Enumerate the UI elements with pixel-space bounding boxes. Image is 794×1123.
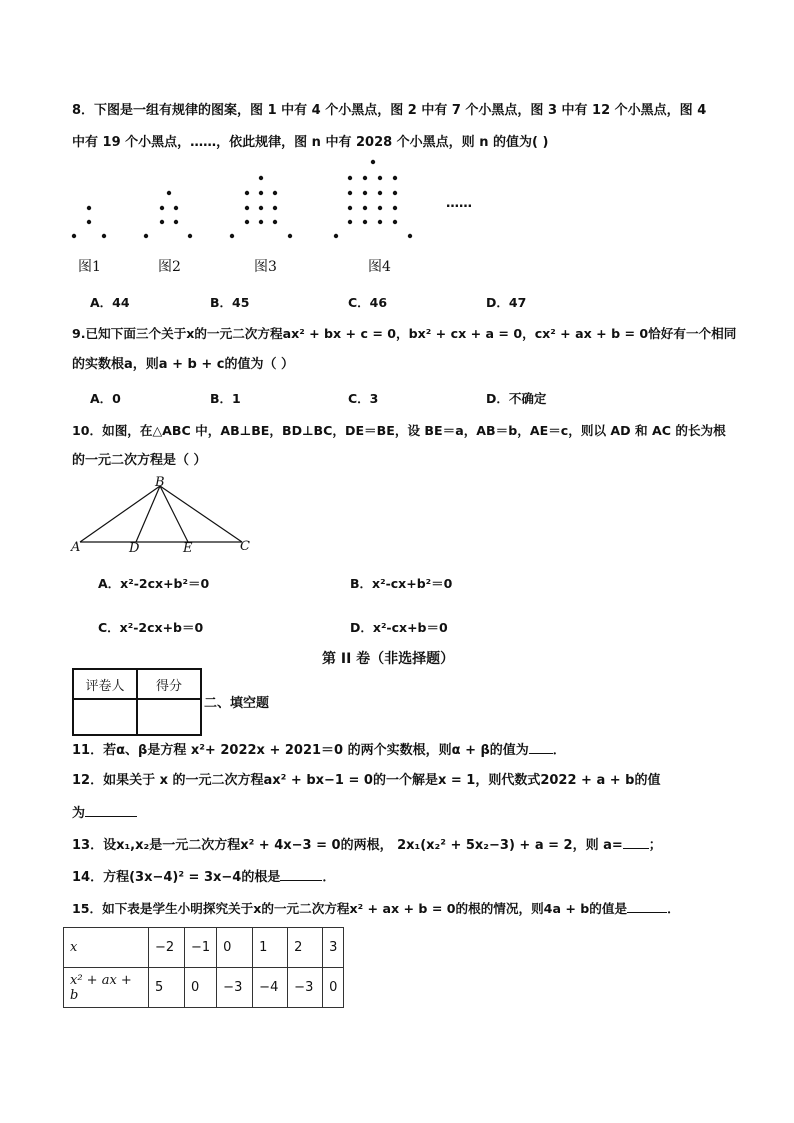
- q10-label-d: D: [129, 541, 140, 556]
- q8-ellipsis: ……: [446, 196, 472, 211]
- q15-row-header-x: x: [64, 928, 149, 968]
- q15-text-body: 15．如下表是学生小明探究关于x的一元二次方程x² + ax + b = 0的根的情况，则4a + b的值是: [72, 901, 628, 916]
- q10-option-b: B．x²-cx+b²＝0: [350, 576, 453, 591]
- q15-x-cell: 2: [288, 928, 323, 968]
- q15-row-header-fx: x² + ax + b: [64, 968, 149, 1008]
- q8-figure-label-1: 图1: [78, 259, 101, 275]
- q9-option-c: C．3: [348, 391, 379, 406]
- q13-semicolon: ；: [648, 838, 662, 853]
- score-table-score-cell: [137, 699, 201, 735]
- q13-text-body: 13．设x₁,x₂是一元二次方程x² + 4x−3 = 0的两根， 2x₁(x₂² + 5x₂−3) + a = 2，则 a=: [72, 838, 623, 853]
- q8-option-a: A．44: [90, 295, 130, 310]
- q8-option-b: B．45: [210, 295, 250, 310]
- q15-f-cell: 0: [323, 968, 344, 1008]
- q8-figure-label-3: 图3: [254, 259, 277, 275]
- table-row: [64, 928, 344, 968]
- q15-x-cell: −2: [149, 928, 185, 968]
- section-title: 第 II 卷（非选择题）: [322, 651, 455, 667]
- q15-answer-blank: [627, 900, 667, 913]
- q15-x-cell: 0: [217, 928, 253, 968]
- q8-figure-1: [72, 206, 106, 238]
- q10-option-c: C．x²-2cx+b＝0: [98, 620, 204, 635]
- q15-f-cell: −3: [288, 968, 323, 1008]
- q8-line2: 中有 19 个小黑点，……，依此规律，图 n 中有 2028 个小黑点，则 n 的值为( ): [72, 135, 549, 150]
- q10-option-a: A．x²-2cx+b²＝0: [98, 576, 210, 591]
- q8-option-d: D．47: [486, 295, 527, 310]
- q10-label-c: C: [240, 539, 250, 554]
- q15-value-table: [63, 927, 344, 1008]
- q12-line1: 12．如果关于 x 的一元二次方程ax² + bx−1 = 0的一个解是x = 1，则代数式2022 + a + b的值: [72, 773, 661, 788]
- q9-line1: 9.已知下面三个关于x的一元二次方程ax² + bx + c = 0，bx² + cx + a = 0，cx² + ax + b = 0恰好有一个相同: [72, 326, 737, 341]
- q15-f-cell: −4: [253, 968, 288, 1008]
- q15-text: [72, 900, 680, 918]
- q11-period: ．: [552, 743, 566, 758]
- q9-option-a: A．0: [90, 391, 121, 406]
- score-table-score-header: 得分: [137, 669, 201, 699]
- q12-line2: [72, 804, 137, 823]
- q12-line2-text: 为: [72, 806, 86, 821]
- q11-text-body: 11．若α、β是方程 x²+ 2022x + 2021＝0 的两个实数根，则α + β的值为: [72, 743, 529, 758]
- q14-period: ．: [322, 870, 336, 885]
- q15-f-cell: −3: [217, 968, 253, 1008]
- q9-option-b: B．1: [210, 391, 241, 406]
- q15-f-cell: 5: [149, 968, 185, 1008]
- q10-option-d: D．x²-cx+b＝0: [350, 620, 448, 635]
- score-table-grader-header: 评卷人: [73, 669, 137, 699]
- q11-answer-blank: [529, 741, 553, 754]
- q10-label-a: A: [71, 540, 81, 555]
- score-table: [72, 668, 202, 736]
- q9-option-d: D．不确定: [486, 391, 547, 406]
- q8-dot-figures: [60, 152, 490, 252]
- q13-text: [72, 836, 662, 855]
- q8-option-c: C．46: [348, 295, 388, 310]
- q15-x-cell: 1: [253, 928, 288, 968]
- q15-x-cell: −1: [185, 928, 217, 968]
- q15-x-cell: 3: [323, 928, 344, 968]
- q8-figure-label-2: 图2: [158, 259, 181, 275]
- q15-f-cell: 0: [185, 968, 217, 1008]
- q14-text-body: 14．方程(3x−4)² = 3x−4的根是: [72, 870, 281, 885]
- q8-line1: 8．下图是一组有规律的图案，图 1 中有 4 个小黑点，图 2 中有 7 个小黑点，图 3 中有 12 个小黑点，图 4: [72, 103, 707, 118]
- q11-text: [72, 741, 566, 760]
- q13-answer-blank: [623, 836, 649, 849]
- score-table-grader-cell: [73, 699, 137, 735]
- q10-label-e: E: [183, 541, 193, 556]
- q8-figure-3: [230, 176, 292, 238]
- q10-label-b: B: [155, 475, 165, 490]
- q10-line2: 的一元二次方程是（ ）: [72, 453, 207, 468]
- q15-period: ．: [667, 901, 680, 916]
- q14-answer-blank: [280, 868, 322, 881]
- q8-figure-label-4: 图4: [368, 259, 391, 275]
- q10-triangle-figure: [70, 476, 260, 558]
- table-row: [64, 968, 344, 1008]
- q10-line1: 10．如图，在△ABC 中，AB⊥BE，BD⊥BC，DE＝BE，设 BE＝a，AB＝b，AE＝c，则以 AD 和 AC 的长为根: [72, 423, 726, 438]
- q8-figure-2: [144, 191, 192, 238]
- fill-blank-heading: 二、填空题: [204, 696, 270, 711]
- q8-figure-4: [334, 160, 412, 238]
- q9-line2: 的实数根a，则a + b + c的值为（ ）: [72, 357, 294, 372]
- q14-text: [72, 868, 335, 887]
- q12-answer-blank: [85, 804, 137, 817]
